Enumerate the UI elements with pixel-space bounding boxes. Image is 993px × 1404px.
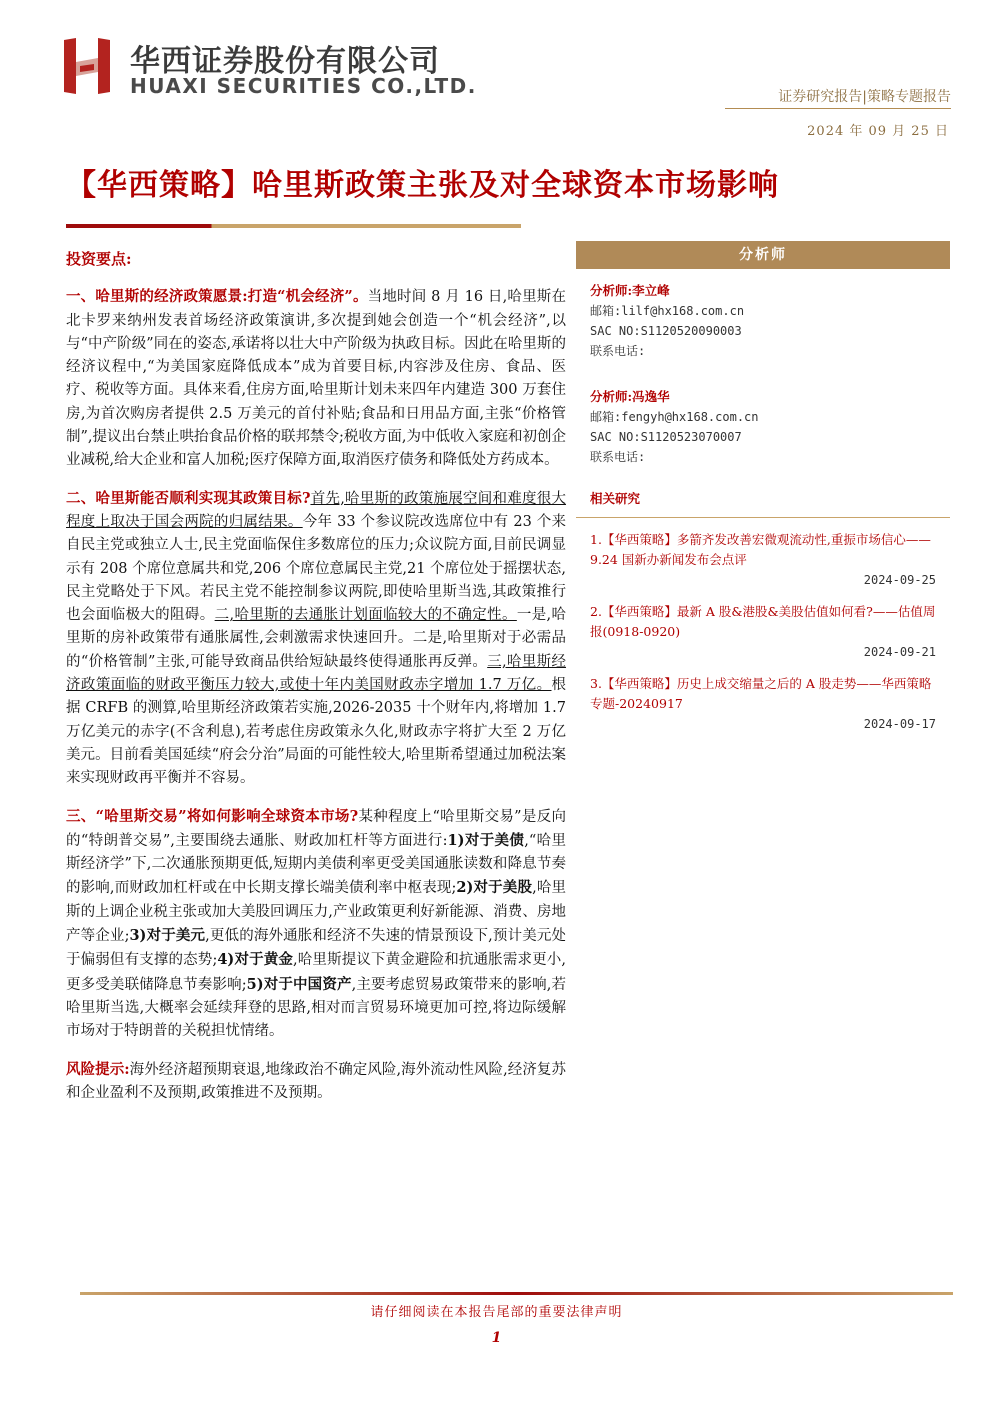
main-content (66, 248, 566, 1119)
analyst-header: 分析师 (576, 241, 950, 269)
section-2 (66, 487, 566, 791)
analyst-1-phone: 联系电话: (590, 344, 646, 358)
section-2-title: 二、哈里斯能否顺利实现其政策目标? (66, 489, 311, 507)
section-2-point-1: 首先,哈里斯的政策施展空间和难度很大程度上取决于国会两院的归属结果。 (66, 490, 567, 530)
huaxi-logo-icon (62, 36, 112, 96)
company-name-cn: 华西证券股份有限公司 (130, 44, 440, 79)
section-3-text-stocks: ,哈里斯的上调企业税主张或加大美股回调压力,产业政策更利好新能源、消费、房地产等企业; (66, 880, 567, 945)
report-title: 【华西策略】哈里斯政策主张及对全球资本市场影响 (66, 168, 779, 203)
related-item-1-date: 2024-09-25 (863, 573, 936, 587)
section-3-intro: 某种程度上“哈里斯交易”是反向的“特朗普交易”,主要围绕去通胀、财政加杠杆等方面进行: (66, 808, 566, 849)
risk-note (66, 1058, 566, 1106)
title-underline (66, 224, 521, 228)
section-3-point-dollar: 3)对于美元 (129, 927, 206, 945)
section-2-point-3: 三,哈里斯经济政策面临的财政平衡压力较大,或使十年内美国财政赤字增加 1.7 万亿。 (66, 653, 567, 694)
section-1 (66, 285, 566, 472)
company-logo (62, 34, 482, 104)
related-item-1[interactable]: 1.【华西策略】多箭齐发改善宏微观流动性,重振市场信心——9.24 国新办新闻发布会点评 (590, 532, 931, 567)
page-number: 1 (491, 1330, 502, 1346)
footer-divider (80, 1292, 953, 1295)
company-name-en: HUAXI SECURITIES CO.,LTD. (130, 74, 477, 98)
related-item-3[interactable]: 3.【华西策略】历史上成交缩量之后的 A 股走势——华西策略专题-20240917 (590, 676, 932, 711)
investment-highlights-heading: 投资要点: (66, 250, 132, 268)
analyst-2-email[interactable]: 邮箱:fengyh@hx168.com.cn (590, 410, 759, 424)
header-divider (725, 108, 951, 109)
analyst-2-phone: 联系电话: (590, 450, 646, 464)
section-3-text-gold: ,哈里斯提议下黄金避险和抗通胀需求更小,更多受美联储降息节奏影响; (66, 952, 567, 993)
analyst-1-name: 分析师:李立峰 (590, 283, 670, 298)
section-3-point-stocks: 2)对于美股 (456, 879, 533, 897)
report-type: 证券研究报告|策略专题报告 (778, 89, 951, 105)
related-item-3-date: 2024-09-17 (863, 717, 936, 731)
sidebar (576, 241, 950, 734)
section-2-text-2: 一是,哈里斯的房补政策带有通胀属性,会刺激需求快速回升。二是,哈里斯对于必需品的“价格管制”主张,可能导致商品供给短缺最终使得通胀再反弹。 (66, 607, 567, 670)
related-item-2[interactable]: 2.【华西策略】最新 A 股&港股&美股估值如何看?——估值周报(0918-0920) (590, 604, 936, 639)
section-3-point-china: 5)对于中国资产 (246, 975, 352, 993)
section-3-text-bonds: ,“哈里斯经济学”下,二次通胀预期更低,短期内美债利率更受美国通胀读数和降息节奏的影响,而财政加杠杆或在中长期支撑长端美债利率中枢表现; (66, 832, 566, 897)
section-2-text-3: 根据 CRFB 的测算,哈里斯经济政策若实施,2026-2035 十个财年内,将增加 1.7 万亿美元的赤字(不含利息),若考虑住房政策永久化,财政赤字将扩大至 2 万亿美元。目前看美国延续“府会分治”局面的可能性较大,哈里斯希望通过加税法案来实现财政再平衡并不容易。 (66, 677, 566, 787)
analyst-2-name: 分析师:冯逸华 (590, 389, 670, 404)
related-research-heading: 相关研究 (576, 489, 950, 518)
risk-body: 海外经济超预期衰退,地缘政治不确定风险,海外流动性风险,经济复苏和企业盈利不及预期,政策推进不及预期。 (66, 1061, 566, 1101)
analyst-1-email[interactable]: 邮箱:lilf@hx168.com.cn (590, 304, 745, 318)
section-3 (66, 805, 566, 1044)
section-3-text-dollar: ,更低的海外通胀和经济不失速的情景预设下,预计美元处于偏弱但有支撑的态势; (66, 928, 567, 969)
section-3-title: 三、“哈里斯交易”将如何影响全球资本市场? (66, 807, 359, 825)
section-2-text-1: 今年 33 个参议院改选席位中有 23 个来自民主党或独立人士,民主党面临保住多数席位的压力;众议院方面,目前民调显示有 208 个席位意属共和党,206 个席位意属民主党,21 个席位处于摇摆状态,民主党略处于下风。若民主党不能控制参议两院,即使哈里斯当选,其政策推行也会面临极大的阻碍。 (66, 513, 566, 624)
report-date: 2024 年 09 月 25 日 (807, 124, 949, 139)
section-3-text-china: ,主要考虑贸易政策带来的影响,若哈里斯当选,大概率会延续拜登的思路,相对而言贸易环境更加可控,将边际缓解市场对于特朗普的关税担忧情绪。 (66, 976, 567, 1040)
related-item-2-date: 2024-09-21 (863, 645, 936, 659)
section-1-title: 一、哈里斯的经济政策愿景:打造“机会经济”。 (66, 288, 368, 306)
legal-notice: 请仔细阅读在本报告尾部的重要法律声明 (370, 1305, 623, 1320)
analyst-1-sac: SAC NO:S1120520090003 (590, 324, 742, 338)
section-3-point-gold: 4)对于黄金 (217, 951, 294, 969)
analyst-2-sac: SAC NO:S1120523070007 (590, 430, 742, 444)
section-2-point-2: 二,哈里斯的去通胀计划面临较大的不确定性。 (214, 607, 517, 624)
risk-label: 风险提示: (66, 1060, 130, 1078)
section-3-point-bonds: 1)对于美债 (447, 831, 525, 849)
section-1-body: 当地时间 8 月 16 日,哈里斯在北卡罗来纳州发表首场经济政策演讲,多次提到她会创造一个“机会经济”,以与“中产阶级”同在的姿态,承诺将以壮大中产阶级为执政目标。因此在哈里斯的经济议程中,“为美国家庭降低成本”成为首要目标,内容涉及住房、食品、医疗、税收等方面。具体来看,住房方面,哈里斯计划未来四年内建造 300 万套住房,为首次购房者提供 2.5 万美元的首付补贴;食品和日用品方面,主张“价格管制”,提议出台禁止哄抬食品价格的联邦禁令;税收方面,为中低收入家庭和初创企业减税,给大企业和富人加税;医疗保障方面,取消医疗债务和降低处方药成本。 (66, 289, 567, 469)
